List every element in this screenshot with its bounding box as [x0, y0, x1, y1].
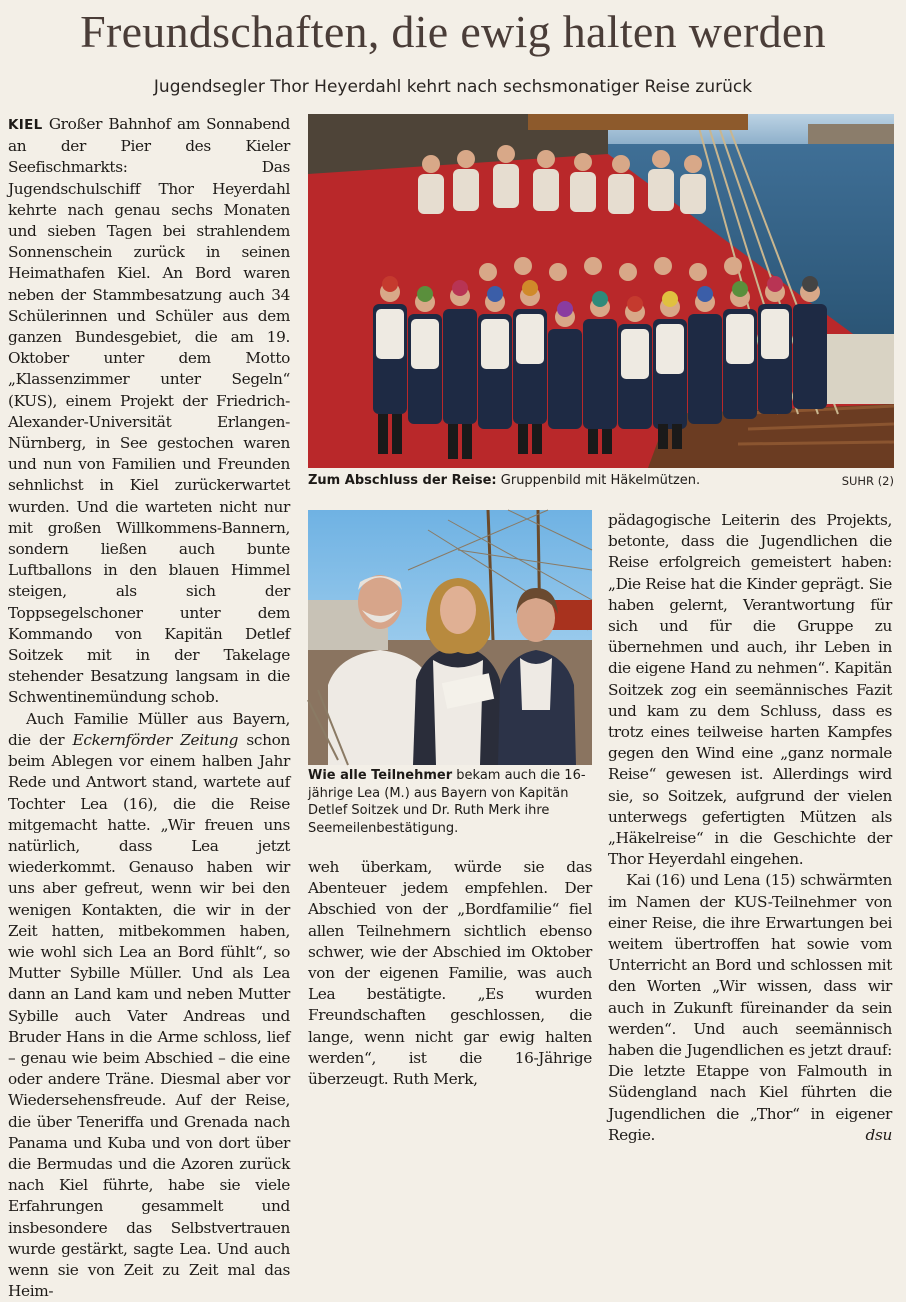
certificate-photo	[308, 510, 592, 765]
dateline: KIEL	[8, 117, 43, 133]
article-column-3	[608, 510, 892, 1144]
group-photo-caption	[308, 472, 808, 492]
newspaper-name: Eckernförder Zeitung	[72, 730, 239, 749]
column-2-paragraph: weh überkam, würde sie das Abenteuer jedem empfehlen. Der Abschied von der „Bordfamilie“ fiel allen Teilnehmern sichtlich ebenso schwer, wie der Abschied im Oktober von der eigenen Familie, was auch Lea bestätigte. „Es wurden Freundschaften geschlossen, die lange, wenn nicht gar ewig halten werden“, ist die 16-Jährige überzeugt. Ruth Merk,	[308, 858, 592, 1089]
article-paragraph-2	[8, 709, 290, 1302]
group-photo	[308, 114, 894, 468]
group-photo-image	[308, 114, 894, 468]
group-photo-caption-bold: Zum Abschluss der Reise:	[308, 473, 497, 488]
certificate-photo-caption-bold: Wie alle Teilnehmer	[308, 768, 453, 783]
headline: Freundschaften, die ewig halten werden	[80, 6, 826, 57]
photo-credit: SUHR (2)	[841, 474, 894, 488]
author-initials: dsu	[865, 1125, 892, 1144]
group-photo-caption-text: Gruppenbild mit Häkelmützen.	[496, 473, 701, 488]
column-3-paragraph-2-text: Kai (16) und Lena (15) schwärmten im Namen der KUS-Teilnehmer von einer Reise, die ihre Erwartungen bei weitem übertroffen hat sowie vom Unterricht an Bord und schlossen mit den Worten „Wir wissen, dass wir auch in Zukunft füreinander da sein werden“. Und auch seemännisch haben die Jugendlichen es jetzt drauf: Die letzte Etappe von Falmouth in Südengland nach Kiel führten die Jugendlichen die „Thor“ in eigener Regie.	[608, 871, 892, 1144]
certificate-photo-caption-text: bekam auch die 16-jährige Lea (M.) aus Bayern von Kapitän Detlef Soitzek und Dr. Ruth Merk ihre Seemeilenbestätigung.	[308, 768, 586, 836]
article-column-2	[308, 857, 592, 1089]
paragraph-1-text: Großer Bahnhof am Sonnabend an der Pier des Kieler Seefischmarkts: Das Jugendschulschiff Thor Heyerdahl kehrte nach genau sechs Monaten und sieben Tagen bei strahlendem Sonnenschein zurück in seinen Heimathafen Kiel. An Bord waren neben der Stammbesatzung auch 34 Schülerinnen und Schüler aus dem ganzen Bundesgebiet, die am 19. Oktober unter dem Motto „Klassenzimmer unter Segeln“ (KUS), einem Projekt der Friedrich-Alexander-Universität Erlangen-Nürnberg, in See gestochen waren und nun von Familien und Freunden sehnlichst in Kiel zurückerwartet wurden. Und die warteten nicht nur mit großen Willkommens-Bannern, sondern ließen auch bunte Luftballons in den blauen Himmel steigen, als sich der Toppsegelschoner unter dem Kommando von Kapitän Detlef Soitzek mit in der Takelage stehender Besatzung langsam in die Schwentinemündung schob.	[8, 115, 290, 707]
subheadline: Jugendsegler Thor Heyerdahl kehrt nach sechsmonatiger Reise zurück	[153, 77, 753, 97]
certificate-photo-image	[308, 510, 592, 765]
paragraph-2-text-b: schon beim Ablegen vor einem halben Jahr Rede und Antwort stand, wartete auf Tochter Lea (16), die die Reise mitgemacht hatte. „Wir freuen uns natürlich, dass Lea jetzt wiederkommt. Genauso haben wir uns aber gefreut, wenn wir bei den wenigen Kontakten, die wir in der Zeit hatten, mitbekommen haben, wie wohl sich Lea an Bord fühlt“, so Mutter Sybille Müller. Und als Lea dann an Land kam und neben Mutter Sybille auch Vater Andreas und Bruder Hans in die Arme schloss, lief – genau wie beim Abschied – die eine oder andere Träne. Diesmal aber vor Wiedersehensfreude. Auf der Reise, die über Teneriffa und Grenada nach Panama und Kuba und von dort über die Bermudas und die Azoren zurück nach Kiel führte, habe sie viele Erfahrungen gesammelt und insbesondere das Selbstvertrauen wurde gestärkt, sagte Lea. Und auch wenn sie von Zeit zu Zeit mal das Heim-	[8, 730, 290, 1301]
article-paragraph-1	[8, 114, 290, 709]
column-3-paragraph-2	[608, 870, 892, 1146]
paragraph-2-text-a: Auch Familie Müller aus Bayern, die der	[8, 709, 290, 749]
certificate-photo-caption	[308, 767, 594, 837]
article-column-1	[8, 114, 290, 1301]
column-3-paragraph-1: pädagogische Leiterin des Projekts, betonte, dass die Jugendlichen die Reise erfolgreich gemeistert haben: „Die Reise hat die Kinder geprägt. Sie haben gelernt, Verantwortung für sich und für die Gruppe zu übernehmen und auch, ihr Leben in die eigene Hand zu nehmen“. Kapitän Soitzek zog ein seemännisches Fazit und kam zu dem Schluss, dass es trotz eines teilweise harten Kampfes gegen den Wind eine „ganz normale Reise“ gewesen ist. Allerdings wird sie, so Soitzek, aufgrund der vielen unterwegs gefertigten Mützen als „Häkelreise“ in die Geschichte der Thor Heyerdahl eingehen.	[608, 511, 892, 869]
